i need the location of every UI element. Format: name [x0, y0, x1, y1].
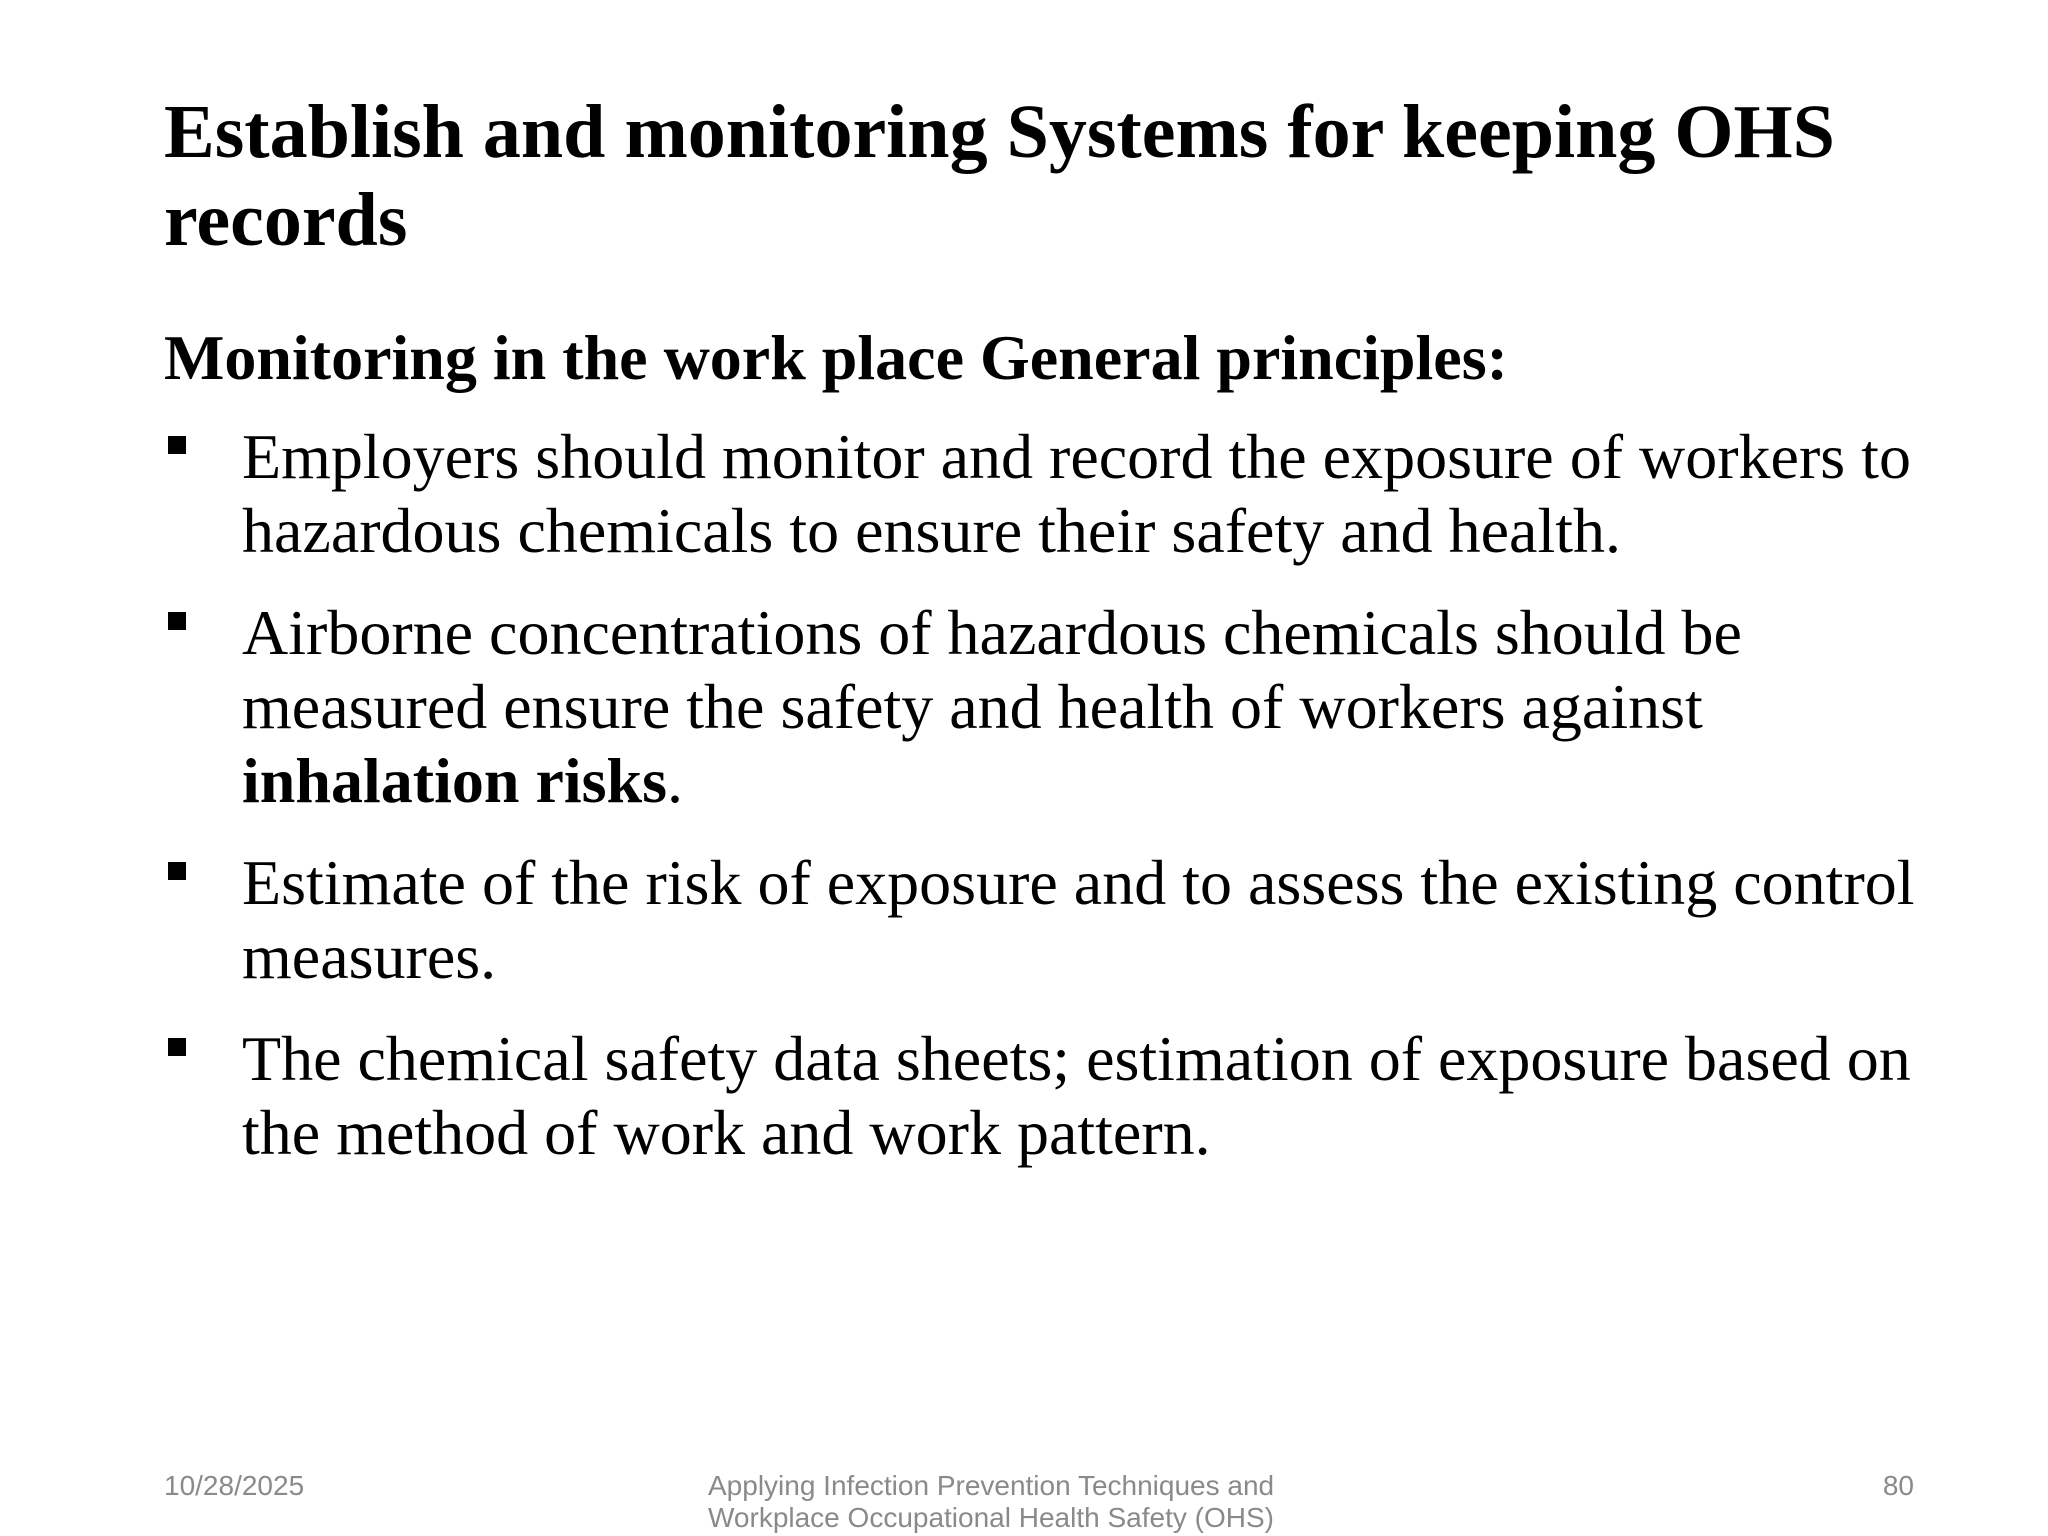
- square-bullet-icon: [168, 612, 186, 630]
- bullet-text: Airborne concentrations of hazardous chemicals should be measured ensure the safety and health of workers against: [242, 597, 1742, 742]
- square-bullet-icon: [168, 862, 186, 880]
- bullet-item: [164, 1022, 1924, 1170]
- bullet-text: Estimate of the risk of exposure and to assess the existing control measures.: [242, 847, 1915, 992]
- bullet-text: Employers should monitor and record the exposure of workers to hazardous chemicals to ensure their safety and health.: [242, 421, 1911, 566]
- bullet-list: [164, 420, 1924, 1170]
- bullet-emphasis: inhalation risks: [242, 745, 668, 816]
- footer-title: Applying Infection Prevention Techniques and Workplace Occupational Health Safety (OHS): [708, 1470, 1275, 1533]
- bullet-text-end: .: [667, 745, 684, 816]
- slide-content: [164, 318, 1924, 1198]
- bullet-item: [164, 420, 1924, 568]
- slide-number: 80: [1882, 1470, 1914, 1501]
- bullet-item: [164, 846, 1924, 994]
- slide-title: Establish and monitoring Systems for keeping OHS records: [164, 90, 1835, 262]
- square-bullet-icon: [168, 1038, 186, 1056]
- square-bullet-icon: [168, 436, 186, 454]
- bullet-item: [164, 596, 1924, 818]
- bullet-text: The chemical safety data sheets; estimation of exposure based on the method of work and work pattern.: [242, 1023, 1911, 1168]
- section-subheading: Monitoring in the work place General principles:: [164, 322, 1508, 393]
- footer-date: 10/28/2025: [164, 1470, 305, 1501]
